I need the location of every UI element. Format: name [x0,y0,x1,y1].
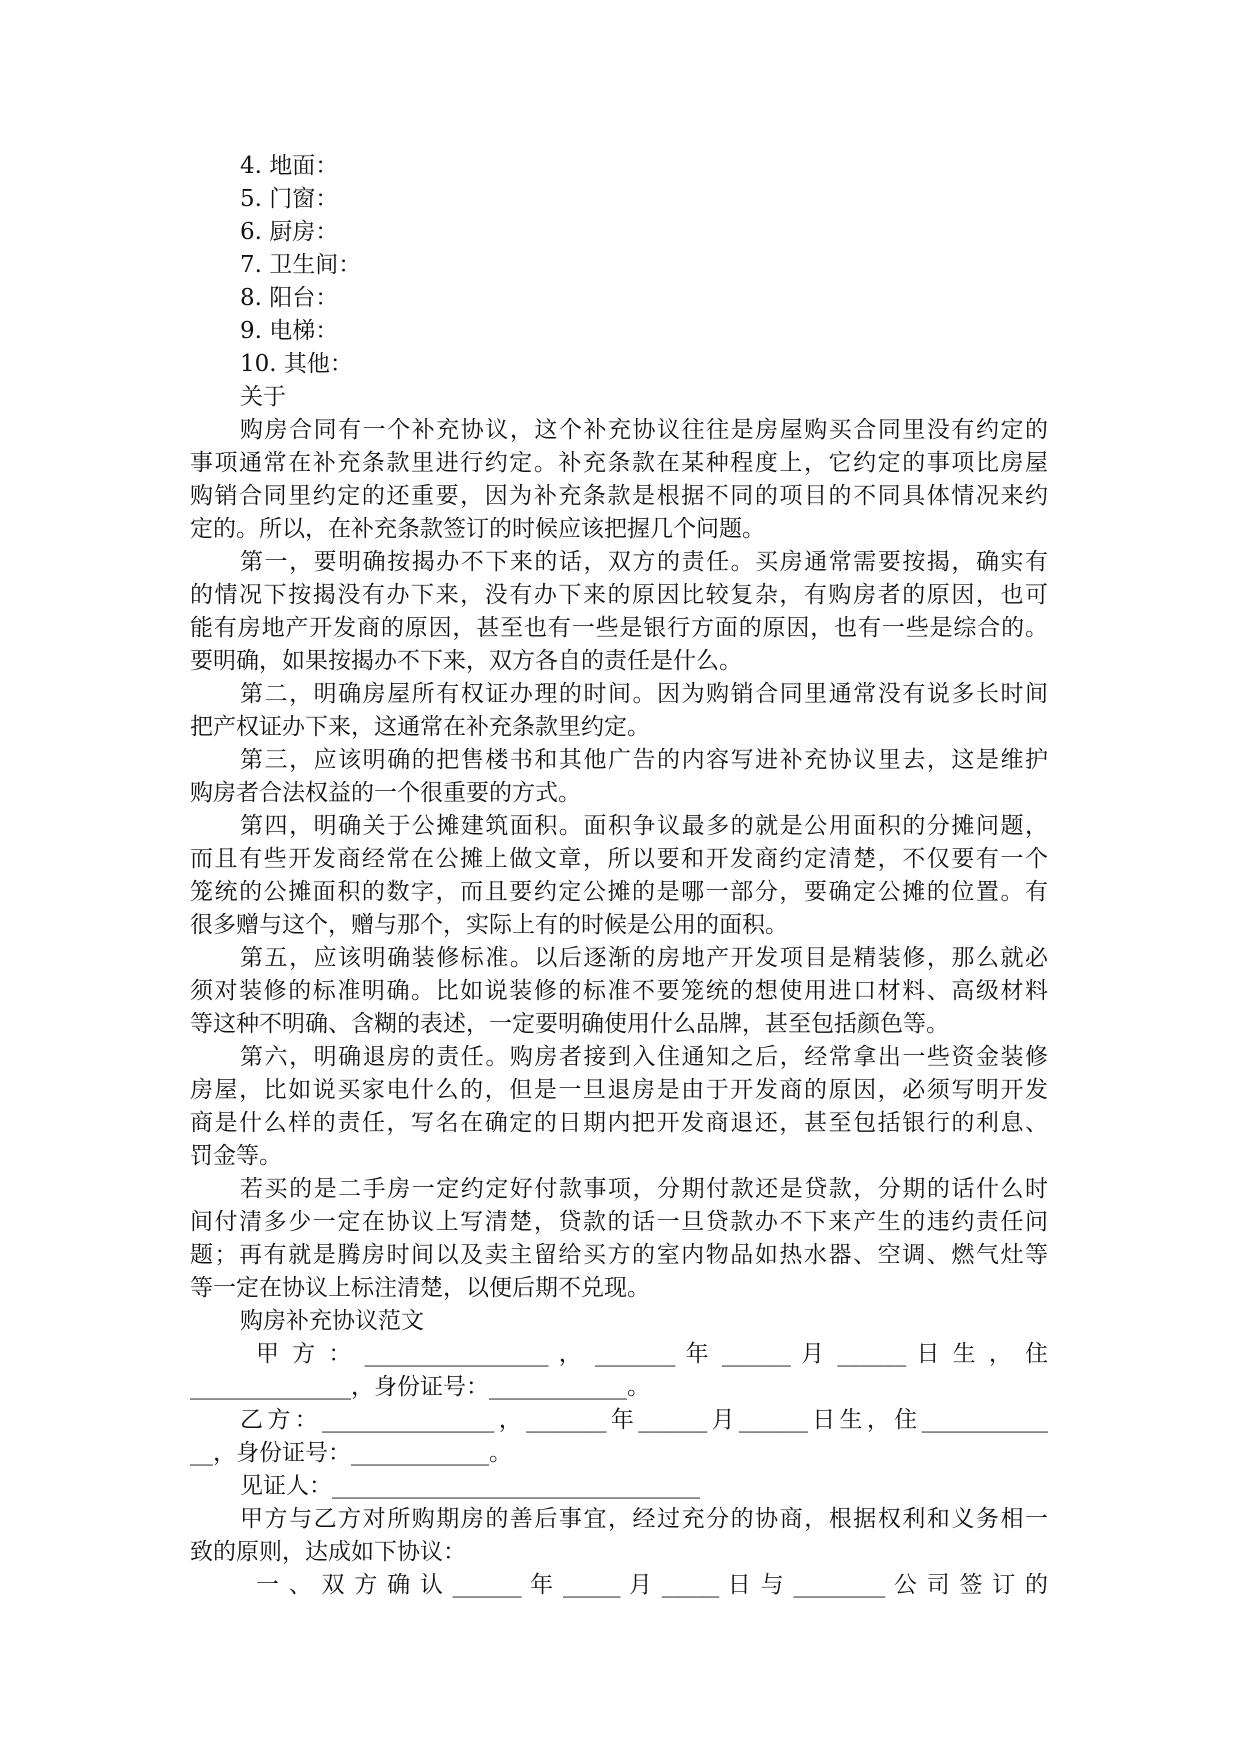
text-line: ______________，身份证号：____________。 [190,1374,650,1400]
text-line: 10. 其他： [240,351,353,377]
text-line: 购房者合法权益的一个很重要的方式。 [190,780,581,806]
text-line: 间付清多少一定在协议上写清楚，贷款的话一旦贷款办不下来产生的违约责任问 [190,1209,1048,1235]
text-line: 把产权证办下来，这通常在补充条款里约定。 [190,714,650,740]
text-line: 第六，明确退房的责任。购房者接到入住通知之后，经常拿出一些资金装修 [240,1044,1048,1070]
text-line: 关于 [240,384,286,410]
text-line: 第二，明确房屋所有权证办理的时间。因为购销合同里通常没有说多长时间 [240,681,1048,707]
text-line: 要明确，如果按揭办不下来，双方各自的责任是什么。 [190,648,742,674]
text-line: 定的。所以，在补充条款签订的时候应该把握几个问题。 [190,516,765,542]
text-line: 房屋，比如说买家电什么的，但是一旦退房是由于开发商的原因，必须写明开发 [190,1077,1048,1103]
text-line: 9. 电梯： [240,318,339,344]
text-line: 须对装修的标准明确。比如说装修的标准不要笼统的想使用进口材料、高级材料 [190,978,1048,1004]
text-line: 致的原则，达成如下协议： [190,1539,466,1565]
text-line: 一 、 双 方 确 认 ______ 年 _____ 月 _____ 日 与 ________ 公 司 签 订 的 [256,1572,1048,1598]
text-line: 购房补充协议范文 [240,1308,424,1334]
text-line: 第五，应该明确装修标准。以后逐渐的房地产开发项目是精装修，那么就必 [240,945,1048,971]
text-line: 5. 门窗： [240,186,339,212]
text-line: 4. 地面： [240,153,339,179]
text-line: 购房合同有一个补充协议，这个补充协议往往是房屋购买合同里没有约定的 [240,417,1048,443]
text-line: 乙方：_______________，_______年______月______日生，住___________ [240,1407,1048,1433]
text-line: 而且有些开发商经常在公摊上做文章，所以要和开发商约定清楚，不仅要有一个 [190,846,1048,872]
text-line: 题；再有就是腾房时间以及卖主留给买方的室内物品如热水器、空调、燃气灶等 [190,1242,1048,1268]
text-line: 罚金等。 [190,1143,282,1169]
document-body [190,150,1048,1602]
text-line: 等这种不明确、含糊的表述，一定要明确使用什么品牌，甚至包括颜色等。 [190,1011,949,1037]
text-line: __，身份证号：____________。 [190,1440,512,1466]
text-line: 甲 方 ： ________________ ， _______ 年 ______ 月 ______ 日 生 ， 住 [256,1341,1048,1367]
text-line: 笼统的公摊面积的数字，而且要约定公摊的是哪一部分，要确定公摊的位置。有 [190,879,1048,905]
text-line: 等一定在协议上标注清楚，以便后期不兑现。 [190,1275,650,1301]
text-line: 第四，明确关于公摊建筑面积。面积争议最多的就是公用面积的分摊问题， [240,813,1048,839]
text-line: 能有房地产开发商的原因，甚至也有一些是银行方面的原因，也有一些是综合的。 [190,615,1048,641]
text-line: 第一，要明确按揭办不下来的话，双方的责任。买房通常需要按揭，确实有 [240,549,1048,575]
text-line: 若买的是二手房一定约定好付款事项，分期付款还是贷款，分期的话什么时 [240,1176,1048,1202]
text-line: 甲方与乙方对所购期房的善后事宜，经过充分的协商，根据权利和义务相一 [240,1506,1048,1532]
text-line: 6. 厨房： [240,219,339,245]
text-line: 事项通常在补充条款里进行约定。补充条款在某种程度上，它约定的事项比房屋 [190,450,1048,476]
text-line: 购销合同里约定的还重要，因为补充条款是根据不同的项目的不同具体情况来约 [190,483,1048,509]
text-line: 见证人：________________________________ [240,1473,700,1499]
text-line: 的情况下按揭没有办下来，没有办下来的原因比较复杂，有购房者的原因，也可 [190,582,1048,608]
text-line: 第三，应该明确的把售楼书和其他广告的内容写进补充协议里去，这是维护 [240,747,1048,773]
text-line: 8. 阳台： [240,285,339,311]
text-line: 商是什么样的责任，写名在确定的日期内把开发商退还，甚至包括银行的利息、 [190,1110,1048,1136]
text-line: 很多赠与这个，赠与那个，实际上有的时候是公用的面积。 [190,912,788,938]
text-line: 7. 卫生间： [240,252,362,278]
